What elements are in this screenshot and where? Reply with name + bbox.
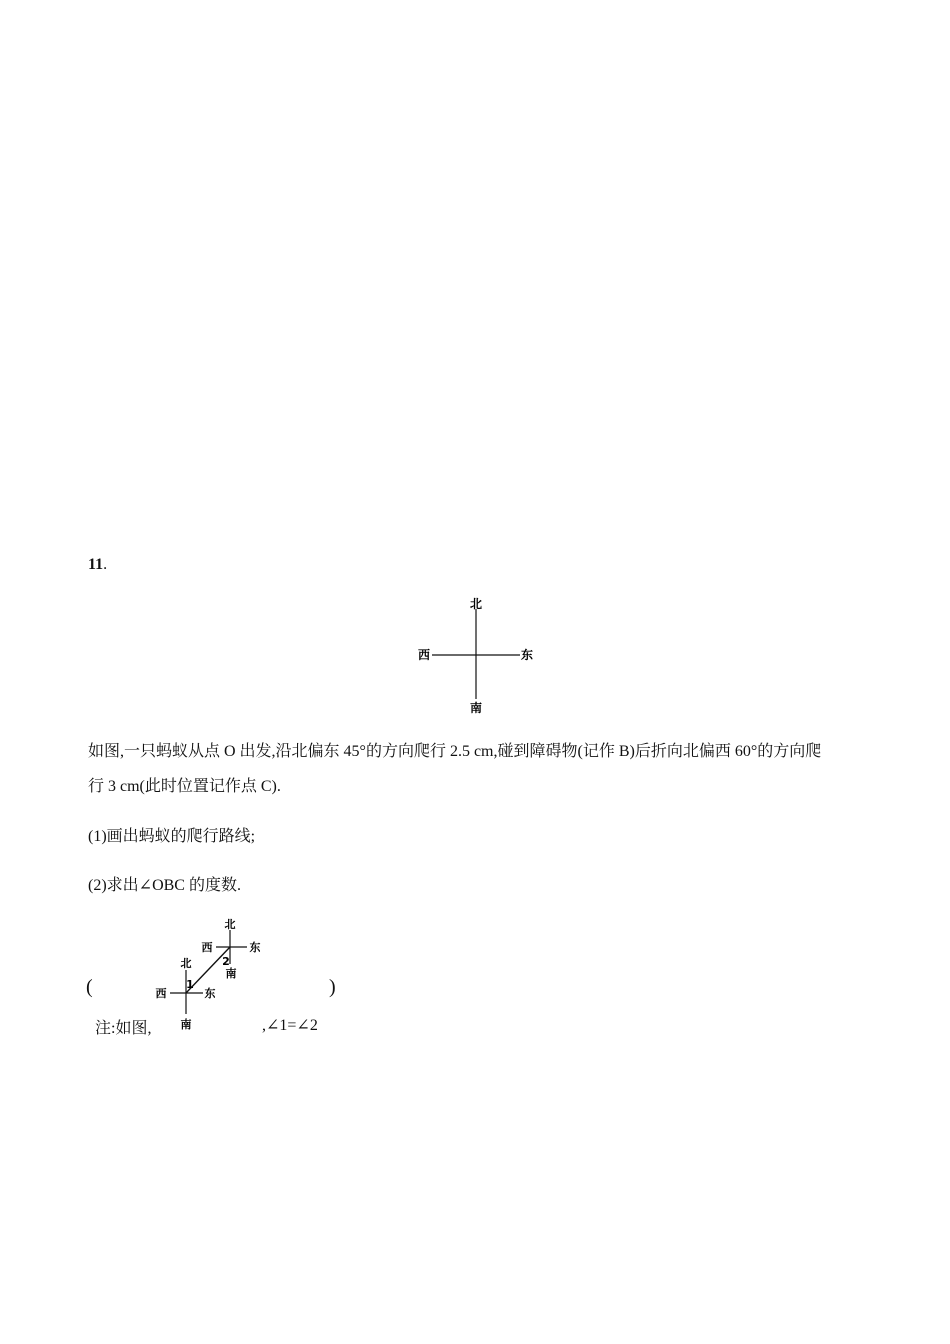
hint-close-paren: ) bbox=[329, 976, 336, 998]
angle-1-label: 1 bbox=[186, 978, 194, 991]
hint-open-paren: ( bbox=[86, 976, 93, 998]
north-label: 北 bbox=[469, 597, 483, 611]
problem-line-1: 如图,一只蚂蚁从点 O 出发,沿北偏东 45°的方向爬行 2.5 cm,碰到障碍物(记作 B)后折向北偏西 60°的方向爬 bbox=[88, 743, 822, 760]
east-label: 东 bbox=[520, 648, 534, 662]
upper-south-label: 南 bbox=[225, 967, 237, 980]
south-label: 南 bbox=[469, 701, 483, 715]
upper-north-label: 北 bbox=[224, 918, 236, 931]
hint-note-label: 注:如图, bbox=[95, 1020, 152, 1037]
compass-figure bbox=[412, 595, 542, 717]
problem-part-2: (2)求出∠OBC 的度数. bbox=[88, 877, 241, 894]
upper-east-label: 东 bbox=[249, 941, 261, 954]
west-label: 西 bbox=[417, 648, 431, 662]
problem-part-1: (1)画出蚂蚁的爬行路线; bbox=[88, 828, 256, 845]
lower-east-label: 东 bbox=[204, 987, 216, 1000]
lower-south-label: 南 bbox=[180, 1018, 192, 1031]
hint-angle-relation: ,∠1=∠2 bbox=[262, 1017, 318, 1034]
upper-west-label: 西 bbox=[201, 941, 213, 954]
lower-west-label: 西 bbox=[155, 987, 167, 1000]
hint-figure bbox=[150, 914, 270, 1034]
question-number: 11. bbox=[88, 556, 108, 573]
problem-line-2: 行 3 cm(此时位置记作点 C). bbox=[88, 778, 281, 795]
angle-2-label: 2 bbox=[222, 955, 230, 968]
lower-north-label: 北 bbox=[180, 957, 192, 970]
